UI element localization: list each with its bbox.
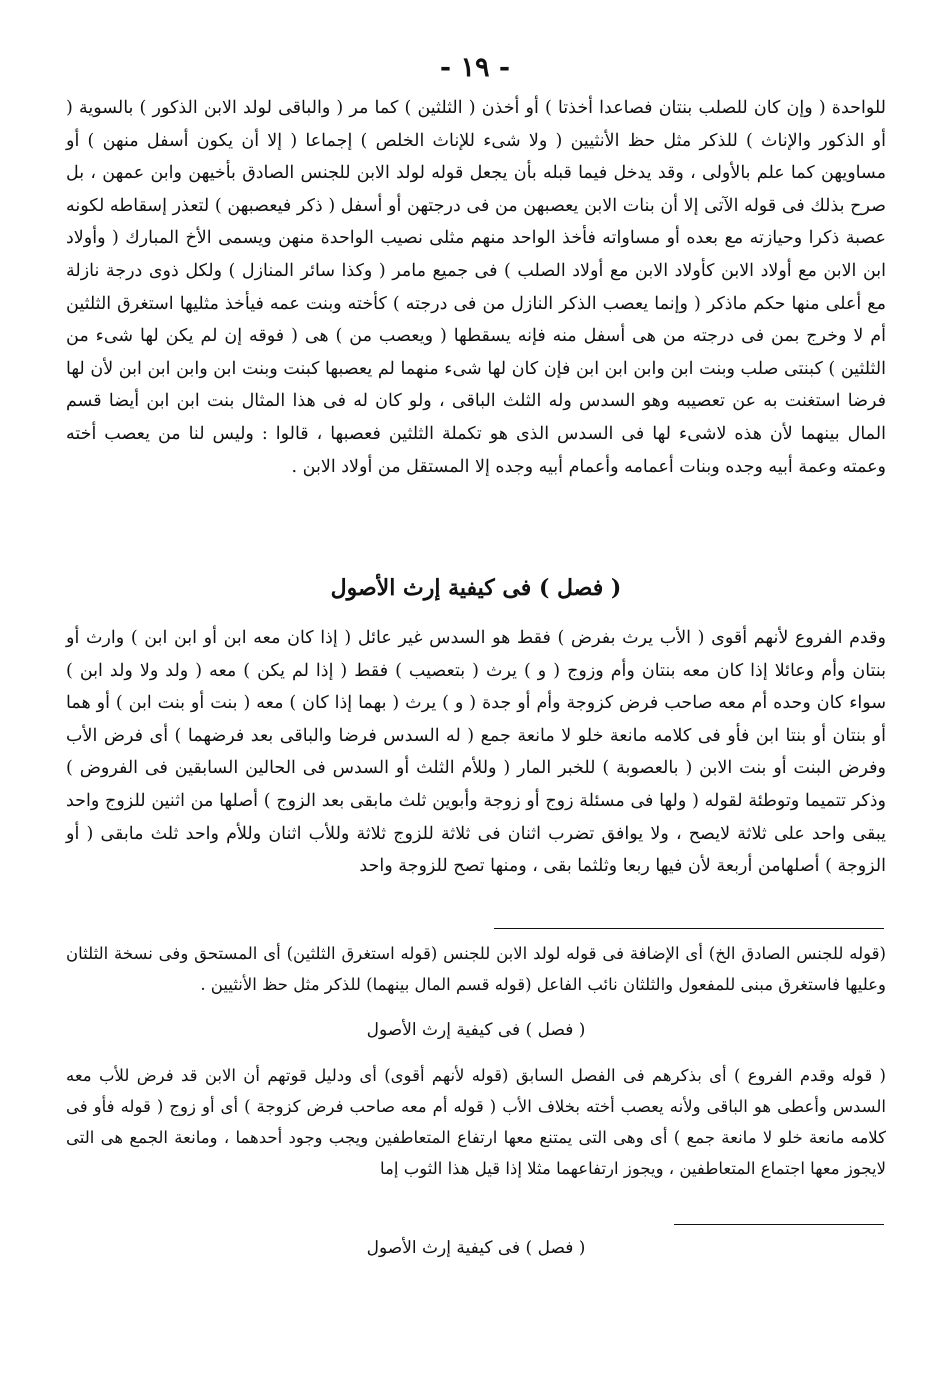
footnote-separator [494, 928, 884, 929]
footnote-heading-1: ( فصل ) فى كيفية إرث الأصول [366, 1020, 586, 1040]
footnote-paragraph-2: ( قوله وقدم الفروع ) أى بذكرهم فى الفصل السابق (قوله لأنهم أقوى) أى ودليل قوتهم أن الابن قد فرض للأب معه السدس وأعطى هو الباقى ولأنه يعصب أخته بخلاف الأب ( قوله أم معه صاحب فرض كزوجة ) أى أو زوج ( قوله فأو فى كلامه مانعة خلو لا مانعة جمع ) أى وهى التى يمتنع معها ارتفاع المتعاطفين ويجب وجود أحدهما ، ومانعة الجمع هى التى لايجوز معها اجتماع المتعاطفين ، ويجوز ارتفاعهما مثلا إذا قيل هذا الثوب إما [66, 1066, 886, 1178]
footnote-paragraph-1: (قوله للجنس الصادق الخ) أى الإضافة فى قوله لولد الابن للجنس (قوله استغرق الثلثين) أى المستحق وفى نسخة الثلثان وعليها فاستغرق مبنى للمفعول والثلثان نائب الفاعل (قوله قسم المال بينهما) للذكر مثل حظ الأنثيين . [66, 944, 886, 994]
main-text-paragraph: للواحدة ( وإن كان للصلب بنتان فصاعدا أخذتا ) أو أخذن ( الثلثين ) كما مر ( والباقى لولد الابن الذكور ) بالسوية ( أو الذكور والإناث ) للذكر مثل حظ الأنثيين ( ولا شىء للإناث الخلص ) إجماعا ( إلا أن يكون أسفل منهن ) أو مساويهن كما علم بالأولى ، وقد يدخل فيما قبله بأن يجعل قوله لولد الابن للجنس الصادق بأخيهن وابن عمهن ، بل صرح بذلك فى قوله الآتى إلا أن بنات الابن يعصبهن من فى درجتهن أو أسفل ( ذكر فيعصبهن ) لتعذر إسقاطه لكونه عصبة ذكرا وحيازته مع بعده أو مساواته فأخذ الواحد منهم مثلى نصيب الواحدة منهن ويسمى الأخ المبارك ( وأولاد ابن الابن مع أولاد الابن كأولاد الابن مع أولاد الصلب ) فى جميع مامر ( وكذا سائر المنازل ) ولكل ذوى درجة نازلة مع أعلى منها حكم ماذكر ( وإنما يعصب الذكر النازل من فى درجته ) كأخته وبنت عمه فيأخذ مثليها استغرق الثلثين أم لا وخرج بمن فى درجته من هى أسفل منه فإنه يسقطها ( ويعصب من ) هى ( فوقه إن لم يكن لها شىء من الثلثين ) كبنتى صلب وبنت ابن وابن ابن ابن فإن كان لها شىء منهما لم يعصبها كبنت وبنت ابن وابن ابن ابن لأن لها فرضا استغنت به عن تعصيبه وهو السدس وله الثلث الباقى ، ولو كان له فى هذا المثال بنت ابن ابن أيضا قسم المال بينهما لأن هذه لاشىء لها فى السدس الذى هو تكملة الثلثين فعصبها ، قالوا : وليس لنا من يعصب أخته وعمته وعمة أبيه وجده وبنات أعمامه وأعمام أبيه وجده إلا المستقل من أولاد الابن . [66, 98, 886, 477]
footnote-heading-2: ( فصل ) فى كيفية إرث الأصول [366, 1238, 586, 1258]
section-text-paragraph: وقدم الفروع لأنهم أقوى ( الأب يرث بفرض ) فقط هو السدس غير عائل ( إذا كان معه ابن أو ابن ابن ) وارث أو بنتان وأم وعائلا إذا كان معه بنتان وأم وزوج ( و ) يرث ( بتعصيب ) فقط ( إذا لم يكن ) معه ( ولد ولا ولد ابن ) سواء كان وحده أم معه صاحب فرض كزوجة وأم أو جدة ( و ) يرث ( بهما إذا كان ) معه ( بنت أو بنت ابن ) أو هما أو بنتان أو بنتا ابن فأو فى كلامه مانعة خلو لا مانعة جمع ( له السدس فرضا والباقى بعد فرضهما ) أى فرض الأب وفرض البنت أو بنت الابن ( بالعصوبة ) للخبر المار ( وللأم الثلث أو السدس فى الحالين السابقين فى الفروض ) وذكر تتميما وتوطئة لقوله ( ولها فى مسئلة زوج أو زوجة وأبوين ثلث مابقى بعد الزوج ) أصلها من اثنين للزوج واحد يبقى واحد على ثلاثة لايصح ، ولا يوافق تضرب اثنان فى ثلاثة للزوج ثلاثة وللأب اثنان وللأم واحد ثلث مابقى ( أو الزوجة ) أصلهامن أربعة لأن فيها ربعا وثلثما بقى ، ومنها تصح للزوجة واحد [66, 628, 886, 877]
section-heading: ( فصل ) فى كيفية إرث الأصول [330, 575, 622, 601]
footnote-separator-2 [674, 1224, 884, 1225]
page-number: - ١٩ - [439, 52, 511, 83]
